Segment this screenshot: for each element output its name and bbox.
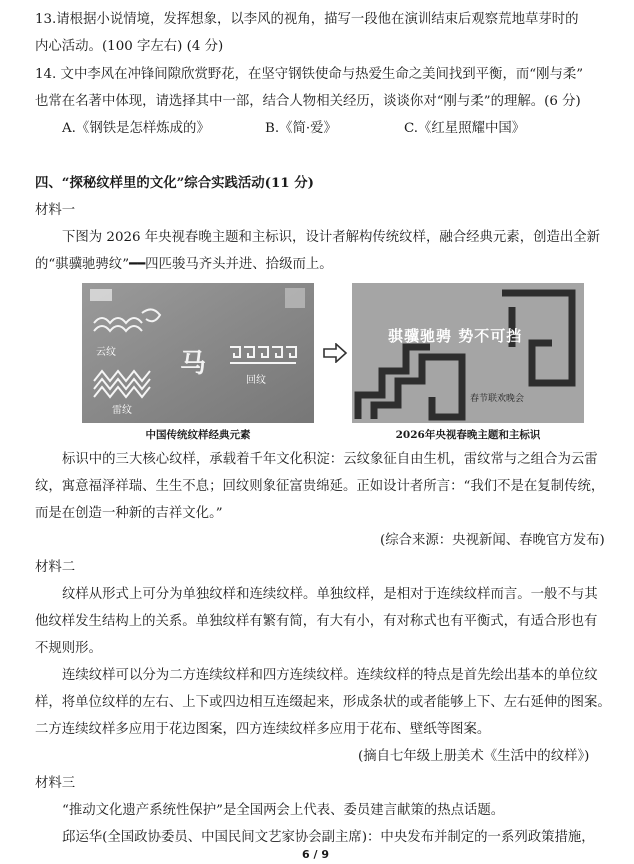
- m1-source: (综合来源：央视新闻、春晚官方发布): [380, 533, 605, 548]
- cctv-logo-icon: [90, 289, 112, 301]
- thunder-pattern-label: 雷纹: [112, 405, 132, 416]
- q14-option-b: B.《简·爱》: [265, 121, 337, 136]
- m1-p2-line1: 标识中的三大核心纹样，承载着千年文化积淀：云纹象征自由生机，雷纹常与之组合为云雷: [62, 452, 598, 467]
- badge-icon: [285, 288, 305, 308]
- material1-label: 材料一: [35, 203, 76, 218]
- m2-p1-line1: 纹样从形式上可分为单独纹样和连续纹样。单独纹样，是相对于连续纹样而言。一般不与其: [62, 587, 598, 602]
- cloud-pattern-label: 云纹: [96, 347, 116, 358]
- hui-pattern-label: 回纹: [246, 375, 266, 386]
- arrow-right-icon: [322, 343, 348, 363]
- section4-title: 四、“探秘纹样里的文化”综合实践活动(11 分): [35, 175, 315, 191]
- m2-p2-line3: 二方连续纹样多应用于花边图案，四方连续纹样多应用于花布、壁纸等图案。: [35, 722, 491, 737]
- page-number: 6 / 9: [302, 848, 329, 861]
- q14-option-c: C.《红星照耀中国》: [404, 121, 526, 136]
- m1-p2-line3: 而是在创造一种新的吉祥文化。”: [35, 506, 223, 521]
- m2-p2-line1: 连续纹样可以分为二方连续纹样和四方连续纹样。连续纹样的特点是首先绘出基本的单位纹: [62, 668, 598, 683]
- q13-line1: 13.请根据小说情境，发挥想象，以李风的视角，描写一段他在演训结束后观察荒地草芽时的: [35, 12, 579, 27]
- figure-left-caption: 中国传统纹样经典元素: [145, 429, 251, 441]
- q14-line2: 也常在名著中体现，请选择其中一部，结合人物相关经历，谈谈你对“刚与柔”的理解。(6 分): [35, 94, 581, 109]
- figure-right-caption: 2026年央视春晚主题和主标识: [395, 429, 541, 441]
- figure-right-gala-logo: [352, 283, 584, 423]
- m1-p1-line2: 的“骐骥驰骋纹”━━四匹骏马齐头并进、拾级而上。: [35, 257, 333, 272]
- material2-label: 材料二: [35, 560, 76, 575]
- horse-character: 马: [180, 349, 207, 379]
- gala-theme-text: 骐骥驰骋 势不可挡: [388, 327, 523, 345]
- gala-logo-illustration: [352, 283, 584, 423]
- m3-p2: 邱运华(全国政协委员、中国民间文艺家协会副主席)：中央发布并制定的一系列政策措施，: [62, 830, 595, 845]
- q14-option-a: A.《钢铁是怎样炼成的》: [62, 121, 210, 136]
- m2-p1-line3: 不规则形。: [35, 641, 102, 656]
- gala-subtitle: 春节联欢晚会: [470, 394, 525, 404]
- m1-p1-line1: 下图为 2026 年央视春晚主题和主标识，设计者解构传统纹样，融合经典元素，创造出全新: [62, 230, 601, 245]
- figure-left-traditional-patterns: [82, 283, 314, 423]
- q13-line2: 内心活动。(100 字左右) (4 分): [35, 39, 224, 54]
- m1-p2-line2: 纹，寓意福泽祥瑞、生生不息；回纹则象征富贵绵延。正如设计者所言：“我们不是在复制传统，: [35, 479, 605, 494]
- m3-p1: “推动文化遗产系统性保护”是全国两会上代表、委员建言献策的热点话题。: [62, 803, 505, 818]
- q14-line1: 14. 文中李风在冲锋间隙欣赏野花，在坚守钢铁使命与热爱生命之美间找到平衡，而“刚与柔”: [35, 67, 584, 82]
- m2-p2-line2: 样，将单位纹样的左右、上下或四边相互连缀起来，形成条状的或者能够上下、左右延伸的图案。: [35, 695, 611, 710]
- m2-p1-line2: 他纹样发生结构上的关系。单独纹样有繁有简，有大有小，有对称式也有平衡式，有适合形也有: [35, 614, 598, 629]
- material3-label: 材料三: [35, 776, 76, 791]
- m2-source: (摘自七年级上册美术《生活中的纹样》): [358, 749, 590, 764]
